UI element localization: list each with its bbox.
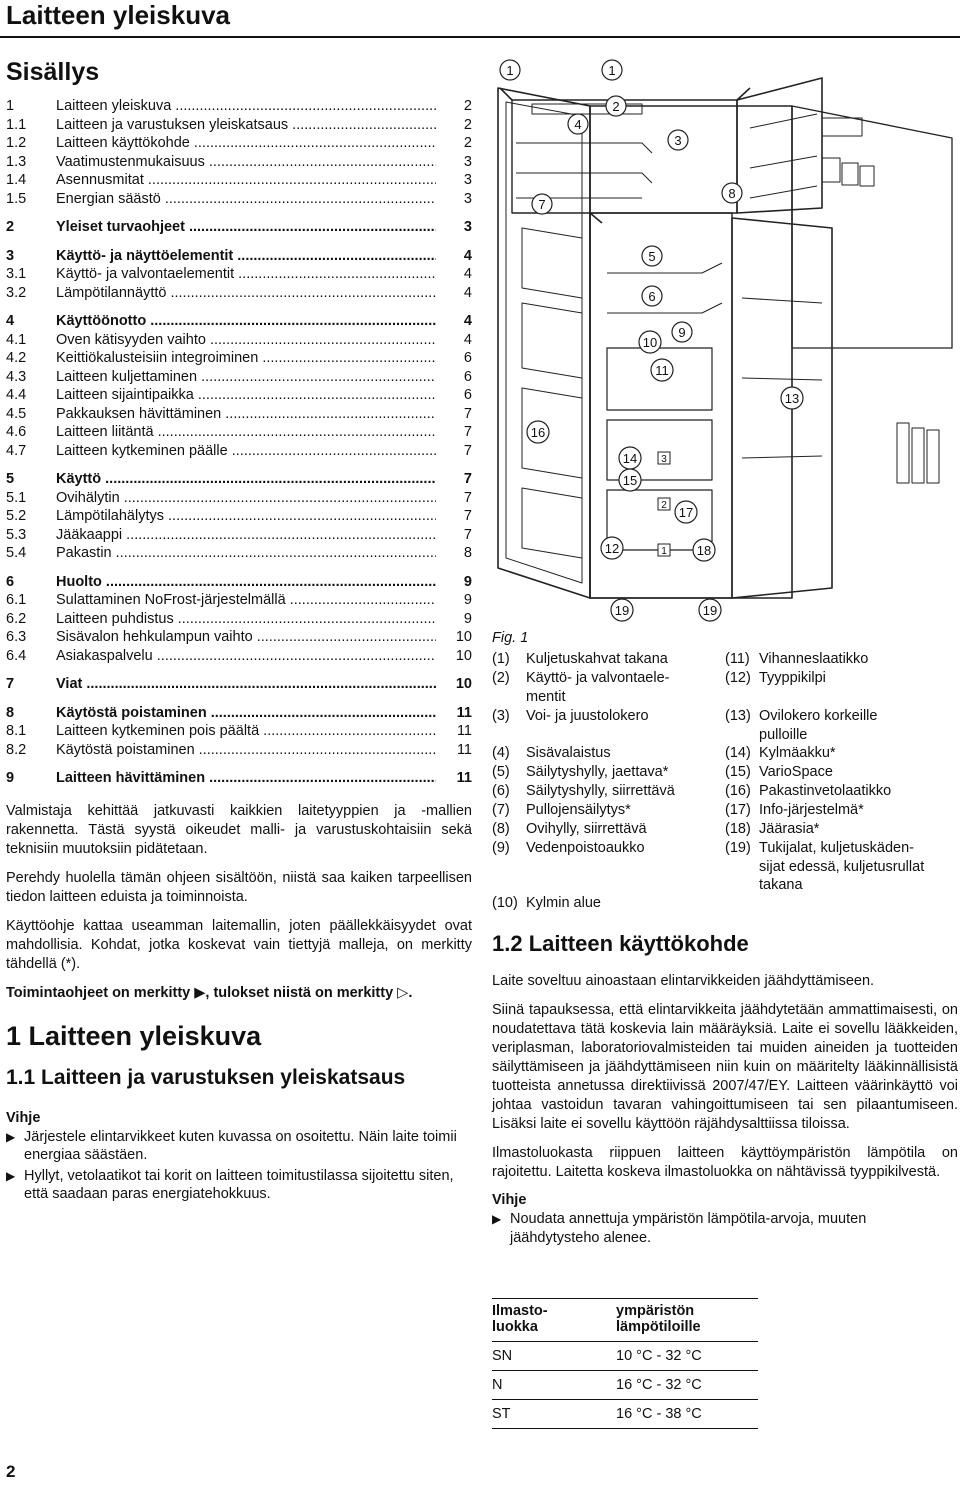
toc-entry-page: 6	[463, 350, 472, 366]
toc-entry[interactable]	[6, 153, 472, 172]
legend-item-number: (3)	[492, 708, 510, 724]
svg-text:6: 6	[648, 289, 656, 304]
toc-entry-num: 5.2	[6, 508, 27, 524]
toc-entry-page: 9	[463, 573, 472, 590]
toc-entry[interactable]	[6, 741, 472, 760]
toc-entry-title: Pakkauksen hävittäminen .....	[56, 405, 436, 424]
legend-item	[725, 782, 891, 801]
note-bullet-1	[6, 1128, 472, 1165]
legend-item-number: (18)	[725, 821, 751, 837]
toc-entry-title: Käyttöönotto .....	[56, 312, 436, 331]
toc-entry-page: 9	[463, 592, 472, 608]
toc-entry-page: 4	[463, 266, 472, 282]
toc-entry[interactable]	[6, 405, 472, 424]
legend-item	[492, 839, 645, 858]
toc-entry-num: 9	[6, 770, 15, 786]
legend-item-text: Käyttö- ja valvontaele- mentit	[526, 670, 670, 705]
legend-item-number: (5)	[492, 764, 510, 780]
callout-9	[672, 322, 692, 342]
toc-entry[interactable]	[6, 97, 472, 116]
drawer-label-1	[658, 544, 670, 557]
callout-12	[601, 537, 623, 559]
legend-item-number: (14)	[725, 745, 751, 761]
section-1-2-paragraph-3: Ilmastoluokasta riippuen laitteen käyttöympäristön lämpötila on rajoitettu. Laitetta koskeva ilmastoluokka on nähtävissä tyyppikilvestä.	[492, 1145, 958, 1180]
toc-entry[interactable]	[6, 526, 472, 545]
toc-entry[interactable]	[6, 489, 472, 508]
intro-paragraph-4: Toimintaohjeet on merkitty ▶, tulokset niistä on merkitty ▷.	[6, 984, 413, 1001]
legend-item	[492, 782, 675, 801]
toc-entry[interactable]	[6, 591, 472, 610]
legend-item-number: (12)	[725, 670, 751, 686]
toc-entry-page: 4	[463, 284, 472, 301]
legend-item	[492, 820, 647, 839]
toc-entry-page: 3	[463, 219, 472, 235]
toc-entry[interactable]	[6, 284, 472, 303]
toc-entry[interactable]	[6, 331, 472, 350]
callout-13	[781, 387, 803, 409]
toc-entry-title: Laitteen kytkeminen pois päältä .....	[56, 722, 436, 741]
toc-entry[interactable]	[6, 544, 472, 563]
toc-entry[interactable]	[6, 610, 472, 629]
page-number: 2	[6, 1462, 16, 1481]
toc-entry-num: 3.2	[6, 284, 27, 301]
callout-11	[651, 359, 673, 381]
legend-item-text: Vedenpoistoaukko	[526, 840, 645, 856]
svg-text:1: 1	[661, 546, 667, 557]
note-bullet	[492, 1210, 958, 1247]
action-arrow-icon: ▶	[492, 1212, 502, 1226]
svg-text:3: 3	[674, 133, 682, 148]
callout-6	[642, 286, 662, 306]
svg-text:19: 19	[702, 603, 718, 618]
cabinet	[590, 106, 792, 598]
legend-item-text: Tyyppikilpi	[759, 670, 826, 686]
svg-text:5: 5	[648, 249, 656, 264]
legend-item-number: (4)	[492, 745, 510, 761]
legend-item	[725, 839, 924, 895]
toc-entry-page: 3	[463, 153, 472, 170]
toc-entry-page: 2	[463, 116, 472, 133]
callout-15	[619, 469, 641, 491]
toc-entry-page: 2	[463, 135, 472, 151]
table-cell-range: 16 °C - 32 °C	[616, 1371, 758, 1400]
toc-entry-title: Jääkaappi .....	[56, 526, 436, 545]
toc-entry-title: Vaatimustenmukaisuus .....	[56, 153, 436, 172]
legend-item	[725, 763, 833, 782]
left-column	[6, 58, 472, 1206]
toc-entry[interactable]	[6, 470, 472, 489]
svg-text:2: 2	[612, 99, 620, 114]
toc-entry[interactable]	[6, 171, 472, 190]
toc-entry-num: 6.1	[6, 592, 27, 608]
toc-entry-num: 4.7	[6, 442, 27, 459]
climate-class-table	[492, 1298, 758, 1429]
toc-entry[interactable]	[6, 134, 472, 153]
action-arrow-icon: ▶	[6, 1168, 16, 1183]
freezer-door	[732, 218, 832, 598]
legend-item	[492, 801, 631, 820]
toc-entry-num: 6.3	[6, 629, 27, 645]
legend-item-text: Vihanneslaatikko	[759, 651, 869, 667]
toc-entry-page: 6	[463, 387, 472, 403]
toc-entry-num: 6	[6, 573, 15, 590]
toc-entry-title: Käyttö .....	[56, 470, 436, 489]
legend-item	[492, 763, 668, 782]
toc-entry[interactable]	[6, 722, 472, 741]
legend-item	[725, 669, 826, 688]
toc-entry-page: 6	[463, 368, 472, 385]
legend-item	[725, 820, 819, 839]
toc-entry-num: 4.5	[6, 405, 27, 422]
table-header-row	[492, 1299, 758, 1342]
svg-text:9: 9	[678, 325, 686, 340]
toc-entry-page: 7	[463, 405, 472, 422]
table-cell-range: 16 °C - 38 °C	[616, 1400, 758, 1429]
legend-item-text: Kuljetuskahvat takana	[526, 651, 668, 667]
toc-entry-title: Laitteen käyttökohde .....	[56, 134, 436, 153]
toc-entry-title: Viat .....	[56, 675, 436, 694]
svg-text:3: 3	[661, 454, 667, 465]
callout-17	[675, 501, 697, 523]
callout-14	[619, 447, 641, 469]
toc-entry-title: Ovihälytin .....	[56, 489, 436, 508]
legend-item-text: Info-järjestelmä*	[759, 802, 864, 818]
legend-item	[492, 744, 611, 763]
toc-entry-title: Keittiökalusteisiin integroiminen .....	[56, 349, 436, 368]
toc-entry-num: 4	[6, 313, 15, 329]
svg-text:12: 12	[604, 541, 620, 556]
toc-entry[interactable]	[6, 312, 472, 331]
note-heading: Vihje	[492, 1192, 527, 1208]
toc-entry[interactable]	[6, 423, 472, 442]
fridge-freezer-illustration	[492, 58, 958, 628]
toc-entry-title: Laitteen kuljettaminen .....	[56, 368, 436, 387]
svg-text:16: 16	[530, 425, 546, 440]
legend-item-text: Kylmäakku*	[759, 745, 836, 761]
svg-text:1: 1	[506, 63, 514, 78]
legend-item-number: (16)	[725, 783, 751, 799]
toc-entry-num: 4.4	[6, 387, 27, 403]
legend-item	[725, 801, 864, 820]
toc-entry-num: 1.4	[6, 172, 27, 188]
legend-item	[492, 650, 668, 669]
section-1-title: 1 Laitteen yleiskuva	[6, 1020, 262, 1051]
legend-item-text: Säilytyshylly, siirrettävä	[526, 783, 675, 799]
toc-entry-page: 4	[463, 313, 472, 329]
callout-8	[722, 183, 742, 203]
legend-item	[492, 894, 601, 913]
legend-item-text: Sisävalaistus	[526, 745, 611, 761]
toc-entry-page: 10	[455, 676, 472, 692]
callout-4	[568, 114, 588, 134]
toc-entry-num: 6.4	[6, 647, 27, 664]
section-1-2-title: 1.2 Laitteen käyttökohde	[492, 931, 749, 956]
toc-entry-num: 1.3	[6, 153, 27, 170]
note-bullet-2	[6, 1167, 472, 1204]
callout-18	[693, 539, 715, 561]
legend-item-number: (17)	[725, 802, 751, 818]
toc-entry-num: 3	[6, 247, 15, 264]
legend-item	[492, 707, 649, 726]
toc-entry-num: 1.1	[6, 116, 27, 133]
legend-item-text: Jäärasia*	[759, 821, 820, 837]
toc-entry-num: 4.3	[6, 368, 27, 385]
table-cell-class: ST	[492, 1400, 616, 1429]
drawer-label-3	[658, 452, 670, 465]
note-bullet-text: Järjestele elintarvikkeet kuten kuvassa on osoitettu. Näin laite toimii energiaa säästäen.	[24, 1128, 457, 1163]
toc-entry[interactable]	[6, 573, 472, 592]
svg-text:8: 8	[728, 186, 736, 201]
intro-paragraph-2: Perehdy huolella tämän ohjeen sisältöön, niistä saa kaiken tarpeellisen tiedon laitteen eduista ja toiminnoista.	[6, 869, 472, 905]
legend-item-number: (10)	[492, 895, 518, 911]
right-column	[492, 930, 958, 1249]
toc-entry-page: 11	[456, 723, 472, 739]
table-cell-range: 10 °C - 32 °C	[616, 1342, 758, 1371]
legend-item	[492, 669, 669, 706]
page-header-title: Laitteen yleiskuva	[6, 0, 230, 30]
toc-entry-page: 11	[456, 741, 472, 758]
svg-text:19: 19	[614, 603, 630, 618]
toc-entry-page: 10	[455, 647, 472, 664]
toc-entry-page: 7	[463, 424, 472, 440]
legend-item-number: (11)	[725, 651, 750, 667]
table-of-contents	[6, 97, 472, 788]
callout-5	[642, 246, 662, 266]
callout-16	[527, 421, 549, 443]
table-row	[492, 1342, 758, 1371]
legend-item-text: Säilytyshylly, jaettava*	[526, 764, 669, 780]
toc-entry-page: 7	[463, 526, 472, 543]
toc-entry-num: 1.2	[6, 135, 27, 151]
legend-item-text: Pakastinvetolaatikko	[759, 783, 892, 799]
toc-entry-num: 5.4	[6, 545, 27, 561]
toc-entry-num: 5.3	[6, 526, 27, 543]
toc-entry-title: Huolto .....	[56, 573, 436, 592]
callout-10	[639, 331, 661, 353]
toc-entry-title: Energian säästö .....	[56, 190, 436, 209]
svg-text:13: 13	[784, 391, 800, 406]
toc-entry-page: 11	[456, 704, 472, 721]
toc-entry-title: Asiakaspalvelu .....	[56, 647, 436, 666]
toc-entry-page: 4	[463, 331, 472, 348]
legend-item-number: (1)	[492, 651, 510, 667]
section-1-1-title: 1.1 Laitteen ja varustuksen yleiskatsaus	[6, 1065, 406, 1089]
toc-entry-num: 4.6	[6, 424, 27, 440]
toc-entry-title: Laitteen ja varustuksen yleiskatsaus .....	[56, 116, 436, 135]
toc-entry[interactable]	[6, 704, 472, 723]
toc-entry-page: 11	[456, 770, 472, 786]
toc-entry[interactable]	[6, 769, 472, 788]
toc-entry-num: 6.2	[6, 610, 27, 627]
legend-item	[725, 650, 868, 669]
toc-entry-page: 8	[463, 545, 472, 561]
toc-entry-page: 3	[463, 190, 472, 207]
toc-entry-num: 2	[6, 219, 15, 235]
toc-heading: Sisällys	[6, 58, 100, 86]
toc-entry-num: 8	[6, 704, 15, 721]
legend-item-number: (9)	[492, 840, 510, 856]
legend-item-number: (15)	[725, 764, 751, 780]
svg-text:17: 17	[678, 505, 694, 520]
toc-entry-title: Laitteen yleiskuva .....	[56, 97, 436, 116]
legend-item-number: (6)	[492, 783, 510, 799]
toc-entry-page: 4	[463, 247, 472, 264]
action-arrow-icon: ▶	[6, 1129, 16, 1144]
legend-item-text: Pullojensäilytys*	[526, 802, 631, 818]
toc-entry-num: 4.1	[6, 331, 27, 348]
drawer-label-2	[658, 498, 670, 511]
toc-entry-title: Asennusmitat .....	[56, 171, 436, 190]
svg-text:1: 1	[608, 63, 616, 78]
toc-entry-num: 8.2	[6, 741, 27, 758]
toc-entry-title: Laitteen liitäntä .....	[56, 423, 436, 442]
intro-paragraph-1: Valmistaja kehittää jatkuvasti kaikkien laitetyyppien ja -mallien rakennetta. Tästä syystä oikeudet malli- ja varustuskohtaisiin sekä teknisiin muutoksiin pidätetaan.	[6, 802, 472, 857]
table-row	[492, 1400, 758, 1429]
callout-19b	[699, 599, 721, 621]
toc-entry[interactable]	[6, 368, 472, 387]
toc-entry[interactable]	[6, 265, 472, 284]
table-row	[492, 1371, 758, 1400]
toc-entry-num: 5.1	[6, 489, 27, 506]
legend-item-number: (13)	[725, 708, 751, 724]
toc-entry-page: 7	[463, 442, 472, 459]
callout-1a	[500, 60, 520, 80]
toc-entry[interactable]	[6, 386, 472, 405]
svg-text:11: 11	[655, 363, 669, 378]
toc-entry[interactable]	[6, 507, 472, 526]
svg-text:10: 10	[642, 335, 658, 350]
legend-item	[725, 744, 836, 763]
toc-entry-title: Käyttö- ja näyttöelementit .....	[56, 247, 436, 266]
note-bullet-text: Hyllyt, vetolaatikot tai korit on laitteen toimitustilassa sijoitettu siten, että saadaan paras energiatehokkuus.	[24, 1167, 454, 1202]
table-cell-class: N	[492, 1371, 616, 1400]
toc-entry[interactable]	[6, 218, 472, 237]
toc-entry[interactable]	[6, 442, 472, 461]
toc-entry-title: Sisävalon hehkulampun vaihto .....	[56, 628, 436, 647]
toc-entry[interactable]	[6, 116, 472, 135]
toc-entry[interactable]	[6, 628, 472, 647]
toc-entry-title: Lämpötilannäyttö .....	[56, 284, 436, 303]
toc-entry-num: 4.2	[6, 350, 27, 366]
svg-text:4: 4	[574, 117, 582, 132]
intro-paragraph-3: Käyttöohje kattaa useamman laitemallin, joten päällekkäisyydet ovat mahdollisia. Kohdat, jotka koskevat vain tiettyjä malleja, on merkitty tähdellä (*).	[6, 917, 472, 972]
legend-item-text: Ovilokero korkeille pulloille	[759, 708, 878, 743]
legend-item-text: Tukijalat, kuljetuskäden- sijat edessä, kuljetusrullat takana	[759, 840, 925, 893]
legend-item-text: Ovihylly, siirrettävä	[526, 821, 647, 837]
toc-entry-num: 1.5	[6, 190, 27, 207]
figure-caption: Fig. 1	[492, 630, 529, 646]
toc-entry-title: Lämpötilahälytys .....	[56, 507, 436, 526]
legend-item-text: Voi- ja juustolokero	[526, 708, 649, 724]
toc-entry-page: 7	[463, 489, 472, 506]
legend-item-text: Kylmin alue	[526, 895, 601, 911]
toc-entry-page: 2	[463, 98, 472, 114]
toc-entry-num: 5	[6, 471, 15, 487]
toc-entry-title: Laitteen puhdistus .....	[56, 610, 436, 629]
toc-entry[interactable]	[6, 675, 472, 694]
callout-3	[668, 130, 688, 150]
toc-entry-page: 9	[463, 610, 472, 627]
table-cell-class: SN	[492, 1342, 616, 1371]
toc-entry-title: Oven kätisyyden vaihto .....	[56, 331, 436, 350]
note-heading: Vihje	[6, 1109, 41, 1126]
toc-entry-page: 10	[455, 629, 472, 645]
svg-text:7: 7	[538, 197, 546, 212]
legend-item-number: (8)	[492, 821, 510, 837]
legend-item	[725, 707, 877, 744]
svg-text:15: 15	[622, 473, 638, 488]
toc-entry-page: 7	[463, 471, 472, 487]
toc-entry-num: 1	[6, 98, 15, 114]
svg-text:18: 18	[696, 543, 712, 558]
toc-entry-title: Sulattaminen NoFrost-järjestelmällä .....	[56, 591, 436, 610]
toc-entry-title: Käyttö- ja valvontaelementit .....	[56, 265, 436, 284]
toc-entry-title: Käytöstä poistaminen .....	[56, 741, 436, 760]
toc-entry[interactable]	[6, 247, 472, 266]
legend-item-number: (7)	[492, 802, 510, 818]
callout-19a	[611, 599, 633, 621]
toc-entry[interactable]	[6, 349, 472, 368]
legend-item-number: (19)	[725, 840, 751, 856]
toc-entry-num: 3.1	[6, 266, 27, 282]
table-header-climate-class: Ilmasto- luokka	[492, 1299, 616, 1342]
callout-7	[532, 194, 552, 214]
svg-text:14: 14	[622, 451, 638, 466]
toc-entry-title: Käytöstä poistaminen .....	[56, 704, 436, 723]
toc-entry[interactable]	[6, 190, 472, 209]
legend-item-text: VarioSpace	[759, 764, 833, 780]
section-1-2-paragraph-1: Laite soveltuu ainoastaan elintarvikkeiden jäähdyttämiseen.	[492, 973, 875, 989]
toc-entry-num: 8.1	[6, 723, 27, 739]
svg-text:2: 2	[661, 500, 667, 511]
toc-entry[interactable]	[6, 647, 472, 666]
toc-entry-title: Pakastin .....	[56, 544, 436, 563]
callout-2	[606, 96, 626, 116]
toc-entry-num: 7	[6, 676, 15, 692]
toc-entry-page: 3	[463, 172, 472, 188]
legend-item-number: (2)	[492, 670, 510, 686]
toc-entry-page: 7	[463, 508, 472, 524]
toc-entry-title: Laitteen hävittäminen .....	[56, 769, 436, 788]
toc-entry-title: Yleiset turvaohjeet .....	[56, 218, 436, 237]
callout-1b	[602, 60, 622, 80]
section-1-2-paragraph-2: Siinä tapauksessa, että elintarvikkeita jäähdytetään ammattimaisesti, on noudatettava tätä koskevia lain määräyksiä. Laite ei sovellu lääkkeiden, veriplasman, laboratoriovalmisteiden tai muiden aineiden ja tuotteiden säilyttämiseen ja jäähdyttämiseen niin kuin on määritelty lääkinnällisistä tuotteista annetussa direktiivissä 2007/47/EY. Laitteen väärinkäyttö voi johtaa vastoidun tavaran vahingoittumiseen tai sen pilaantumiseen. Lisäksi laite ei sovellu käyttöön räjähdysalttiissa tiloissa.	[492, 1002, 958, 1132]
toc-entry-title: Laitteen sijaintipaikka .....	[56, 386, 436, 405]
note-bullet-text: Noudata annettuja ympäristön lämpötila-arvoja, muuten jäähdytysteho alenee.	[510, 1211, 867, 1246]
table-header-ambient-temp: ympäristön lämpötiloille	[616, 1299, 758, 1342]
page-header	[0, 0, 960, 38]
toc-entry-title: Laitteen kytkeminen päälle .....	[56, 442, 436, 461]
